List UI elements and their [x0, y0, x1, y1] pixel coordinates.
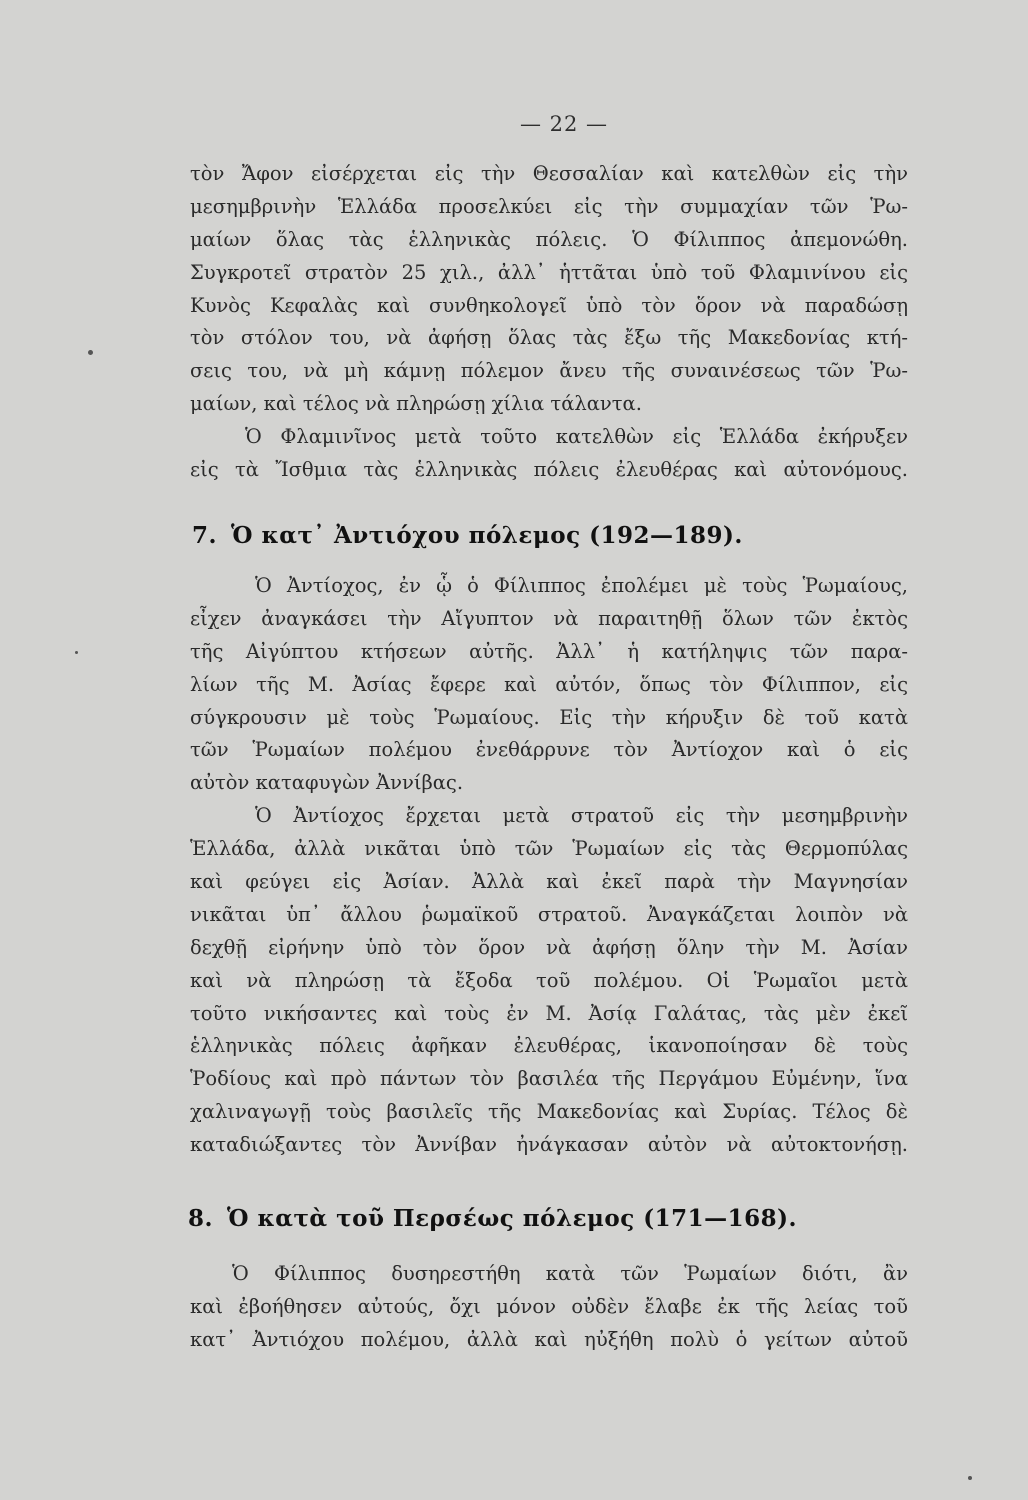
text-line: Ἑλλάδα, ἀλλὰ νικᾶται ὑπὸ τῶν Ῥωμαίων εἰς τὰς Θερμοπύλας [190, 837, 908, 861]
section-heading-7 [192, 522, 910, 549]
section-number: 8. [188, 1205, 214, 1232]
text-line: Ῥοδίους καὶ πρὸ πάντων τὸν βασιλέα τῆς Περγάμου Εὐμένην, ἵνα [190, 1067, 908, 1091]
text-line: μαίων, καὶ τέλος νὰ πληρώσῃ χίλια τάλαντα. [190, 392, 642, 416]
paragraph-1 [190, 158, 908, 487]
text-line: καὶ ἐβοήθησεν αὐτούς, ὄχι μόνον οὐδὲν ἔλαβε ἐκ τῆς λείας τοῦ [190, 1294, 908, 1318]
text-line: εἶχεν ἀναγκάσει τὴν Αἴγυπτον νὰ παραιτηθῇ ὅλων τῶν ἐκτὸς [190, 606, 908, 630]
text-line: τῶν Ῥωμαίων πολέμου ἐνεθάρρυνε τὸν Ἀντίοχον καὶ ὁ εἰς [190, 738, 908, 762]
text-line: σεις του, νὰ μὴ κάμνῃ πόλεμον ἄνευ τῆς συναινέσεως τῶν Ῥω- [190, 359, 908, 383]
text-line: μεσημβρινὴν Ἑλλάδα προσελκύει εἰς τὴν συμμαχίαν τῶν Ῥω- [190, 194, 908, 218]
paper-speck [968, 1476, 972, 1480]
paragraph-2 [190, 570, 908, 1162]
text-line: καὶ φεύγει εἰς Ἀσίαν. Ἀλλὰ καὶ ἐκεῖ παρὰ τὴν Μαγνησίαν [190, 870, 908, 894]
text-line: τῆς Αἰγύπτου κτήσεων αὐτῆς. Ἀλλ᾽ ἡ κατήληψις τῶν παρα- [190, 639, 908, 663]
text-line: αὐτὸν καταφυγὼν Ἀννίβας. [190, 771, 464, 795]
text-line: καταδιώξαντες τὸν Ἀννίβαν ἠνάγκασαν αὐτὸν νὰ αὐτοκτονήσῃ. [190, 1133, 908, 1157]
text-line: Ὁ Ἀντίοχος ἔρχεται μετὰ στρατοῦ εἰς τὴν μεσημβρινὴν [255, 804, 908, 828]
paper-speck [88, 350, 93, 355]
paper-speck [75, 651, 78, 654]
section-title: Ὁ κατὰ τοῦ Περσέως πόλεμος (171—168). [227, 1205, 798, 1232]
text-line: καὶ νὰ πληρώσῃ τὰ ἔξοδα τοῦ πολέμου. Οἱ Ῥωμαῖοι μετὰ [190, 968, 908, 992]
text-line: τοῦτο νικήσαντες καὶ τοὺς ἐν Μ. Ἀσίᾳ Γαλάτας, τὰς μὲν ἐκεῖ [190, 1001, 908, 1025]
paragraph-3 [190, 1258, 908, 1357]
text-line: τὸν στόλον του, νὰ ἀφήσῃ ὅλας τὰς ἔξω τῆς Μακεδονίας κτή- [190, 326, 908, 350]
text-line: Συγκροτεῖ στρατὸν 25 χιλ., ἀλλ᾽ ἡττᾶται ὑπὸ τοῦ Φλαμινίνου εἰς [190, 260, 908, 284]
section-heading-8 [188, 1205, 906, 1232]
text-line: νικᾶται ὑπ᾽ ἄλλου ῥωμαϊκοῦ στρατοῦ. Ἀναγκάζεται λοιπὸν νὰ [190, 902, 908, 926]
text-line: Ὁ Φλαμινῖνος μετὰ τοῦτο κατελθὼν εἰς Ἑλλάδα ἐκήρυξεν [245, 425, 908, 449]
text-line: τὸν Ἄφον εἰσέρχεται εἰς τὴν Θεσσαλίαν καὶ κατελθὼν εἰς τὴν [190, 162, 908, 185]
section-number: 7. [192, 522, 218, 549]
text-line: σύγκρουσιν μὲ τοὺς Ῥωμαίους. Εἰς τὴν κήρυξιν δὲ τοῦ κατὰ [190, 705, 908, 729]
text-line: ἑλληνικὰς πόλεις ἀφῆκαν ἐλευθέρας, ἱκανοποίησαν δὲ τοὺς [190, 1034, 908, 1058]
text-line: Ὁ Ἀντίοχος, ἐν ᾧ ὁ Φίλιππος ἐπολέμει μὲ τοὺς Ῥωμαίους, [255, 574, 908, 597]
text-line: δεχθῇ εἰρήνην ὑπὸ τὸν ὅρον νὰ ἀφήσῃ ὅλην τὴν Μ. Ἀσίαν [190, 935, 908, 959]
text-line: μαίων ὅλας τὰς ἑλληνικὰς πόλεις. Ὁ Φίλιππος ἀπεμονώθη. [190, 227, 908, 251]
text-line: κατ᾽ Ἀντιόχου πολέμου, ἀλλὰ καὶ ηὐξήθη πολὺ ὁ γείτων αὐτοῦ [190, 1327, 908, 1351]
text-line: Κυνὸς Κεφαλὰς καὶ συνθηκολογεῖ ὑπὸ τὸν ὅρον νὰ παραδώσῃ [190, 293, 908, 317]
text-line: εἰς τὰ Ἴσθμια τὰς ἑλληνικὰς πόλεις ἐλευθέρας καὶ αὐτονόμους. [190, 458, 908, 482]
text-line: λίων τῆς Μ. Ἀσίας ἔφερε καὶ αὐτόν, ὅπως τὸν Φίλιππον, εἰς [190, 672, 908, 696]
section-title: Ὁ κατ᾽ Ἀντιόχου πόλεμος (192—189). [231, 522, 743, 549]
text-line: χαλιναγωγῇ τοὺς βασιλεῖς τῆς Μακεδονίας καὶ Συρίας. Τέλος δὲ [190, 1100, 908, 1124]
text-line: Ὁ Φίλιππος δυσηρεστήθη κατὰ τῶν Ῥωμαίων διότι, ἂν [232, 1262, 908, 1285]
page-number: — 22 — [519, 112, 609, 136]
